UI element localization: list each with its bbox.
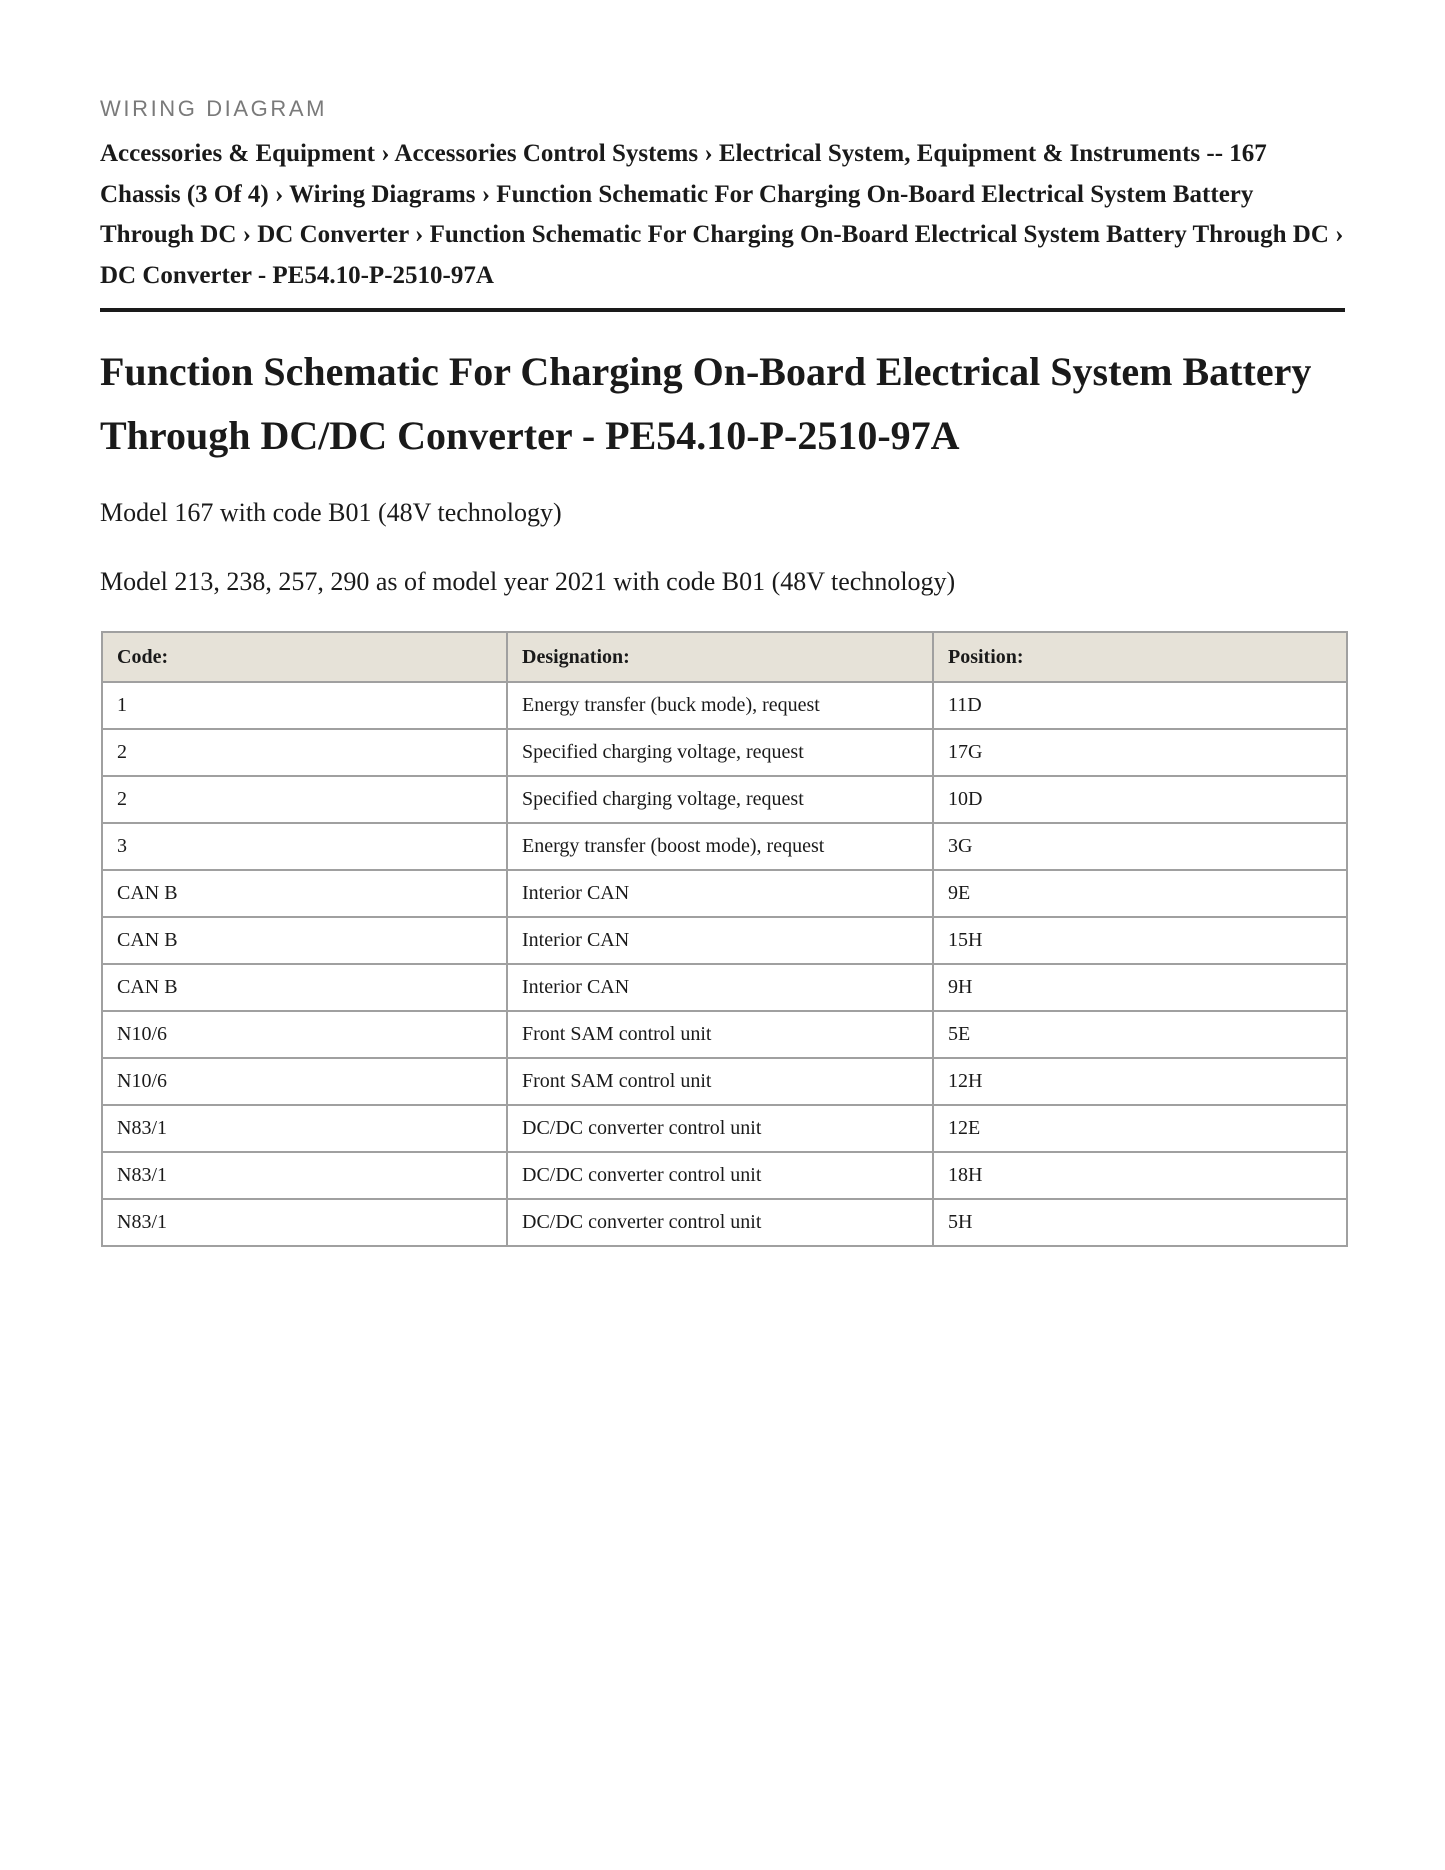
- table-row: [102, 823, 1347, 870]
- cell-position: 10D: [933, 776, 1347, 823]
- cell-designation: Specified charging voltage, request: [507, 729, 933, 776]
- cell-code: N83/1: [102, 1105, 507, 1152]
- cell-position: 17G: [933, 729, 1347, 776]
- table-row: [102, 964, 1347, 1011]
- cell-position: 12E: [933, 1105, 1347, 1152]
- table-row: [102, 870, 1347, 917]
- table-row: [102, 1152, 1347, 1199]
- cell-code: 2: [102, 729, 507, 776]
- model-applicability-1: Model 167 with code B01 (48V technology): [100, 498, 562, 527]
- cell-designation: Energy transfer (buck mode), request: [507, 682, 933, 729]
- cell-code: 2: [102, 776, 507, 823]
- cell-code: 1: [102, 682, 507, 729]
- cell-code: CAN B: [102, 917, 507, 964]
- table-row: [102, 682, 1347, 729]
- table-row: [102, 1011, 1347, 1058]
- cell-position: 9H: [933, 964, 1347, 1011]
- header-designation: Designation:: [507, 632, 933, 682]
- cell-position: 12H: [933, 1058, 1347, 1105]
- cell-position: 5E: [933, 1011, 1347, 1058]
- page-title: Function Schematic For Charging On-Board Electrical System Battery Through DC/DC Converter - PE54.10-P-2510-97A: [100, 349, 1312, 458]
- cell-code: 3: [102, 823, 507, 870]
- cell-designation: Interior CAN: [507, 964, 933, 1011]
- cell-code: CAN B: [102, 870, 507, 917]
- table-row: [102, 776, 1347, 823]
- table-row: [102, 1105, 1347, 1152]
- cell-code: N10/6: [102, 1058, 507, 1105]
- cell-position: 15H: [933, 917, 1347, 964]
- breadcrumb: Accessories & Equipment › Accessories Control Systems › Electrical System, Equipment & Instruments -- 167 Chassis (3 Of 4) › Wiring Diagrams › Function Schematic For Charging On-Board Electrical System Battery Through DC › DC Converter › Function Schematic For Charging On-Board Electrical System Battery Through DC › DC Converter - PE54.10-P-2510-97A: [100, 140, 1344, 289]
- cell-code: N10/6: [102, 1011, 507, 1058]
- cell-code: CAN B: [102, 964, 507, 1011]
- cell-position: 9E: [933, 870, 1347, 917]
- cell-designation: Energy transfer (boost mode), request: [507, 823, 933, 870]
- table-row: [102, 1058, 1347, 1105]
- model-applicability-2: Model 213, 238, 257, 290 as of model year 2021 with code B01 (48V technology): [100, 567, 956, 596]
- cell-designation: Front SAM control unit: [507, 1011, 933, 1058]
- cell-position: 5H: [933, 1199, 1347, 1246]
- cell-code: N83/1: [102, 1199, 507, 1246]
- table-header-row: [102, 632, 1347, 682]
- table-row: [102, 1199, 1347, 1246]
- header-divider: [100, 308, 1345, 312]
- cell-designation: DC/DC converter control unit: [507, 1105, 933, 1152]
- cell-position: 11D: [933, 682, 1347, 729]
- cell-position: 3G: [933, 823, 1347, 870]
- code-table: [101, 631, 1348, 1247]
- header-position: Position:: [933, 632, 1347, 682]
- cell-designation: Interior CAN: [507, 870, 933, 917]
- cell-code: N83/1: [102, 1152, 507, 1199]
- cell-position: 18H: [933, 1152, 1347, 1199]
- header-code: Code:: [102, 632, 507, 682]
- cell-designation: DC/DC converter control unit: [507, 1152, 933, 1199]
- section-label: WIRING DIAGRAM: [100, 96, 328, 121]
- table-row: [102, 729, 1347, 776]
- table-row: [102, 917, 1347, 964]
- cell-designation: Interior CAN: [507, 917, 933, 964]
- cell-designation: DC/DC converter control unit: [507, 1199, 933, 1246]
- cell-designation: Front SAM control unit: [507, 1058, 933, 1105]
- cell-designation: Specified charging voltage, request: [507, 776, 933, 823]
